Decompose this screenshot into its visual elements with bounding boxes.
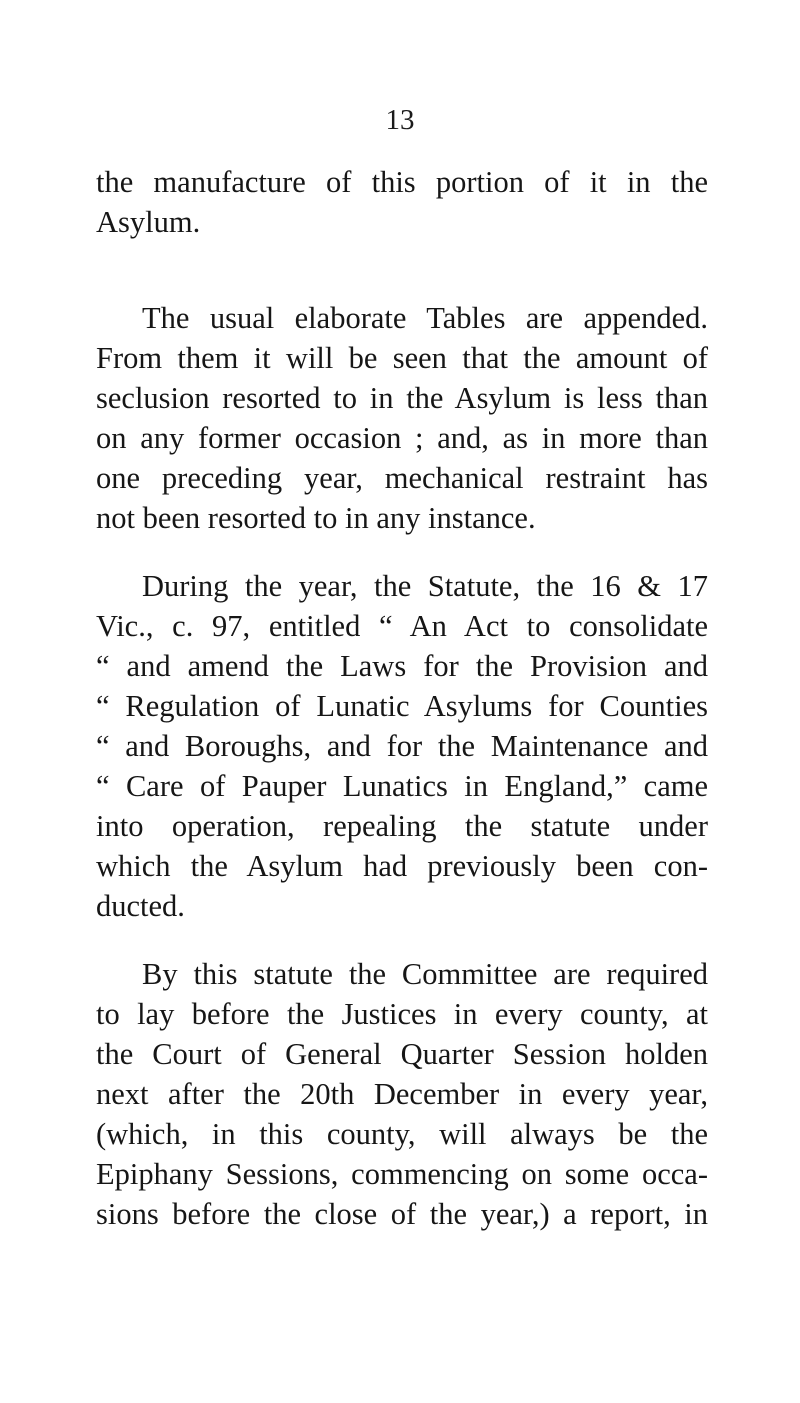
paragraph-3 bbox=[96, 566, 708, 926]
text-line: the Court of General Quarter Session holden bbox=[96, 1037, 708, 1071]
text-line: “ and amend the Laws for the Provision and bbox=[96, 649, 708, 683]
text-line: sions before the close of the year,) a report, in bbox=[96, 1197, 708, 1231]
text-line: “ Care of Pauper Lunatics in England,” came bbox=[96, 769, 708, 803]
text-line: (which, in this county, will always be the bbox=[96, 1117, 708, 1151]
text-line: Asylum. bbox=[96, 205, 201, 239]
page-number: 13 bbox=[385, 104, 415, 136]
text-line: on any former occasion ; and, as in more than bbox=[96, 421, 708, 455]
text-line: By this statute the Committee are required bbox=[142, 957, 708, 991]
text-line: The usual elaborate Tables are appended. bbox=[142, 301, 708, 335]
text-line: which the Asylum had previously been con- bbox=[96, 849, 708, 883]
paragraph-2 bbox=[96, 298, 708, 538]
text-line: not been resorted to in any instance. bbox=[96, 501, 536, 535]
text-line: During the year, the Statute, the 16 & 17 bbox=[142, 569, 708, 603]
text-line: into operation, repealing the statute under bbox=[96, 809, 708, 843]
text-line: seclusion resorted to in the Asylum is less than bbox=[96, 381, 708, 415]
text-line: ducted. bbox=[96, 889, 185, 923]
paragraph-1 bbox=[96, 162, 708, 242]
text-line: Vic., c. 97, entitled “ An Act to consolidate bbox=[96, 609, 708, 643]
text-line: next after the 20th December in every year, bbox=[96, 1077, 708, 1111]
text-line: From them it will be seen that the amount of bbox=[96, 341, 708, 375]
text-line: Epiphany Sessions, commencing on some occa- bbox=[96, 1157, 708, 1191]
text-line: “ and Boroughs, and for the Maintenance and bbox=[96, 729, 708, 763]
text-line: “ Regulation of Lunatic Asylums for Counties bbox=[96, 689, 708, 723]
text-line: one preceding year, mechanical restraint has bbox=[96, 461, 708, 495]
text-line: the manufacture of this portion of it in the bbox=[96, 165, 708, 199]
paragraph-4 bbox=[96, 954, 708, 1234]
text-line: to lay before the Justices in every county, at bbox=[96, 997, 708, 1031]
